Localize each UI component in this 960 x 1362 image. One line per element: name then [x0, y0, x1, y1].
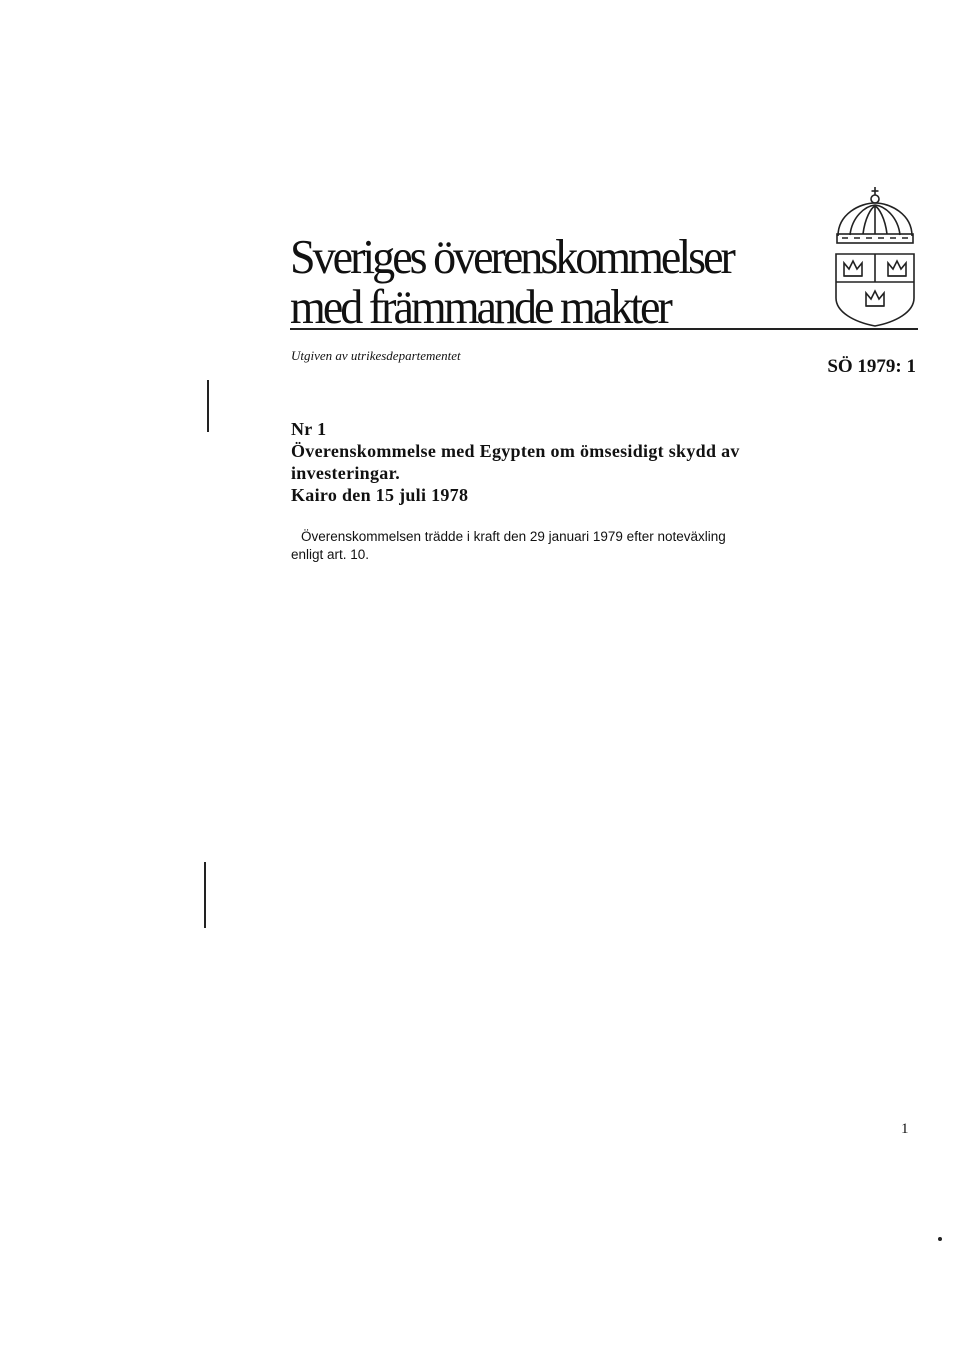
masthead-rule	[290, 328, 918, 330]
treaty-title-line1: Överenskommelse med Egypten om ömsesidigt skydd av	[291, 441, 740, 461]
entry-note-line2: enligt art. 10.	[291, 547, 370, 562]
treaty-title-line2: investeringar.	[291, 463, 401, 483]
treaty-number: Nr 1	[291, 419, 327, 439]
masthead-title-line2: med främmande makter	[290, 279, 670, 334]
page-number: 1	[901, 1121, 909, 1137]
masthead-title-line1: Sveriges överenskommelser	[290, 229, 733, 284]
treaty-place-date: Kairo den 15 juli 1978	[291, 485, 469, 505]
masthead-title	[290, 229, 779, 334]
publisher-line: Utgiven av utrikesdepartementet	[291, 348, 461, 363]
entry-note-line1: Överenskommelsen trädde i kraft den 29 januari 1979 efter noteväxling	[301, 529, 726, 544]
scan-dot	[938, 1237, 942, 1241]
crown-crest-icon	[832, 186, 918, 328]
treaty-heading	[291, 418, 851, 506]
scan-mark-lower	[204, 862, 206, 928]
series-code: SÖ 1979: 1	[827, 356, 916, 377]
entry-into-force-note	[291, 528, 851, 564]
scan-mark-upper	[207, 380, 209, 432]
